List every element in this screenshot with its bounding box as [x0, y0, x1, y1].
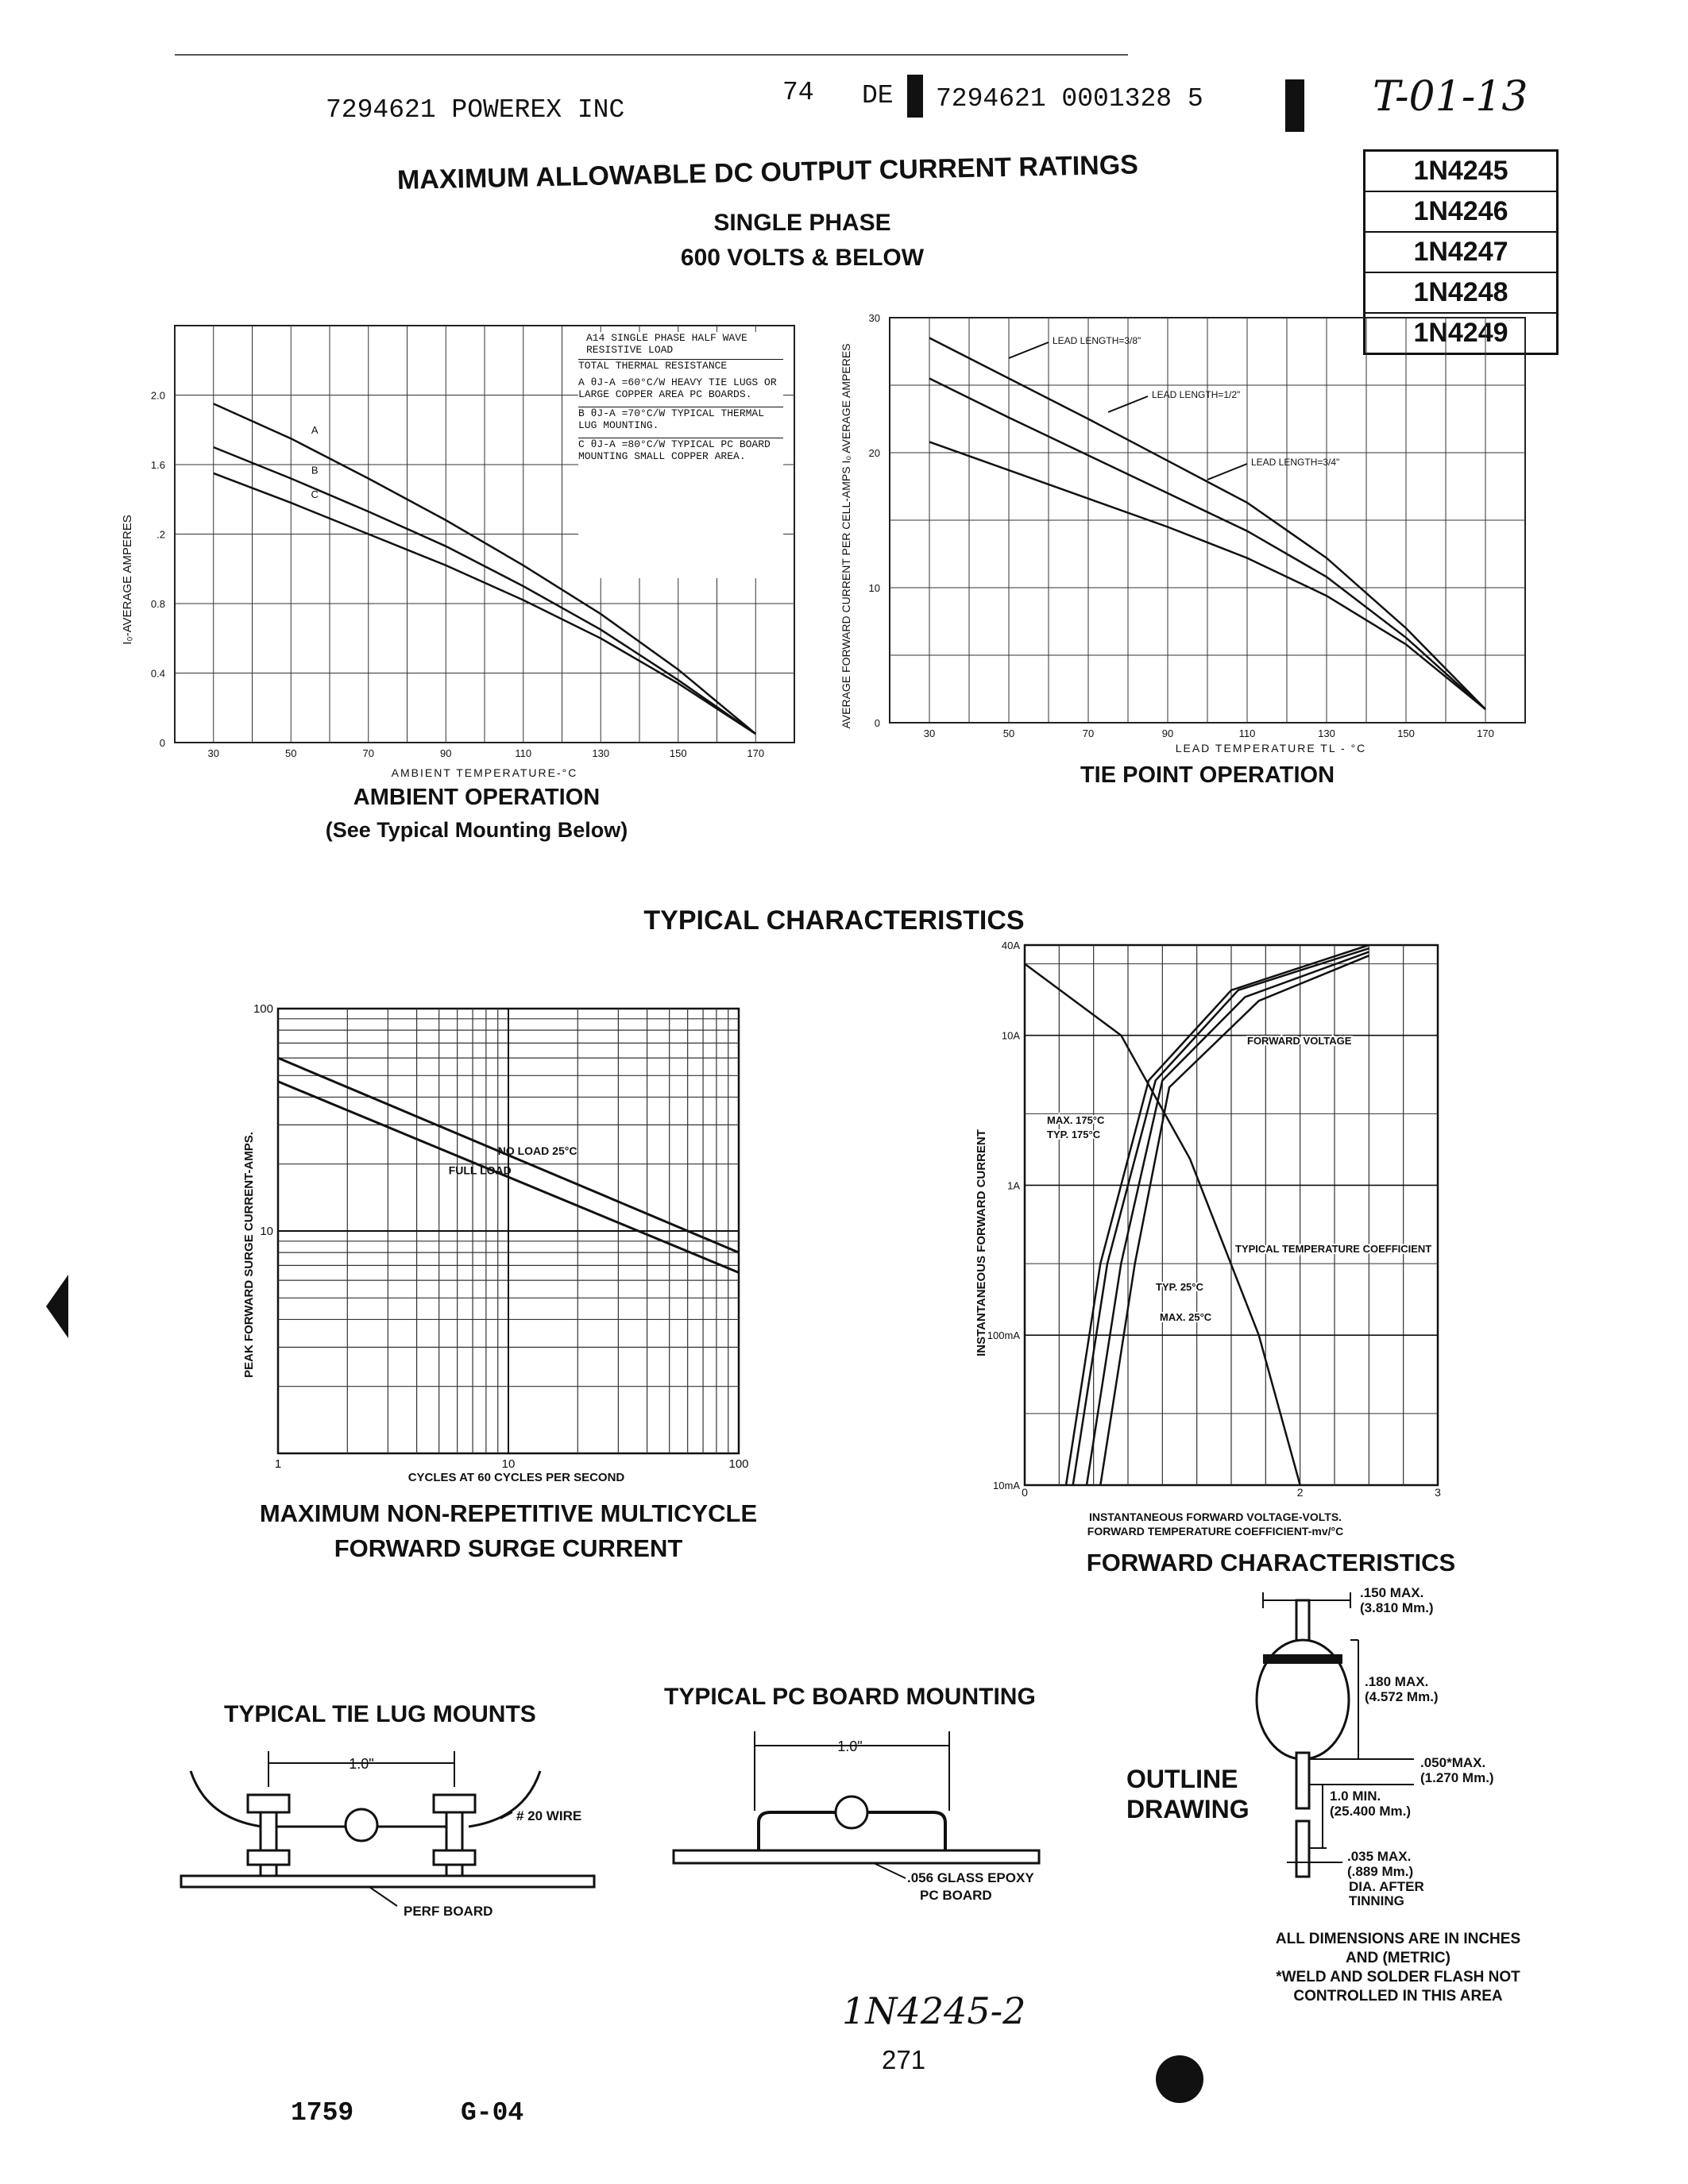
dim2b: (4.572 Mm.)	[1365, 1689, 1439, 1704]
ambient-xtick: 110	[515, 747, 532, 759]
dim4b: (25.400 Mm.)	[1330, 1804, 1412, 1819]
tie-lug-title: TYPICAL TIE LUG MOUNTS	[224, 1701, 536, 1727]
glass-epoxy-label: .056 GLASS EPOXY	[907, 1870, 1034, 1885]
ambient-ytick: 0	[159, 737, 165, 749]
tiepoint-ticks	[869, 312, 1494, 739]
surge-ytick: 100	[253, 1002, 273, 1016]
dim5b: (.889 Mm.)	[1347, 1864, 1414, 1879]
dim2a: .180 MAX.	[1365, 1674, 1429, 1689]
punch-hole	[1156, 2055, 1203, 2103]
ambient-ylabel: I₀-AVERAGE AMPERES	[121, 515, 134, 645]
pc-board-label: PC BOARD	[920, 1888, 992, 1903]
outline-title-2: DRAWING	[1126, 1795, 1250, 1823]
tiepoint-xtick: 70	[1082, 727, 1095, 739]
part-number: 1N4248	[1365, 273, 1556, 314]
forward-curve	[1073, 948, 1369, 1485]
subtitle-single-phase: SINGLE PHASE	[713, 210, 891, 236]
wire-label: # 20 WIRE	[516, 1808, 582, 1823]
tiepoint-curve-label: LEAD LENGTH=1/2"	[1152, 389, 1241, 400]
ambient-curve-label: B	[311, 464, 319, 477]
ambient-ytick: .2	[156, 528, 165, 541]
dim3b: (1.270 Mm.)	[1420, 1770, 1494, 1785]
ambient-curve-label: C	[311, 488, 319, 501]
tiepoint-ytick: 20	[868, 447, 880, 459]
forward-label-max175: MAX. 175°C	[1047, 1114, 1105, 1126]
typical-characteristics-title: TYPICAL CHARACTERISTICS	[643, 905, 1025, 936]
tiepoint-ytick: 0	[874, 717, 880, 729]
dim4a: 1.0 MIN.	[1330, 1788, 1381, 1804]
surge-curve-label: NO LOAD 25°C	[497, 1144, 577, 1158]
tie-lug-left	[248, 1795, 289, 1876]
forward-xtick: 2	[1296, 1486, 1304, 1499]
forward-xtick: 0	[1022, 1486, 1028, 1499]
ambient-ytick: 0.4	[150, 667, 165, 680]
note-2: AND (METRIC)	[1346, 1950, 1450, 1966]
surge-curve-label: FULL LOAD	[448, 1163, 512, 1177]
surge-grid	[278, 1009, 739, 1453]
surge-chart	[230, 993, 786, 1485]
surge-xlabel: CYCLES AT 60 CYCLES PER SECOND	[408, 1471, 625, 1484]
part-number: 1N4247	[1365, 233, 1556, 273]
pc-board-spacing: 1.0"	[837, 1738, 863, 1754]
dim5d: TINNING	[1349, 1893, 1404, 1908]
dim3a: .050*MAX.	[1420, 1755, 1486, 1770]
forward-ytick: 40A	[1001, 941, 1020, 951]
outline-drawing	[1239, 1576, 1573, 1926]
ambient-legend-a: A θJ-A =60°C/W HEAVY TIE LUGS OR LARGE COPPER AREA PC BOARDS.	[578, 376, 777, 400]
ambient-legend-b: B θJ-A =70°C/W TYPICAL THERMAL LUG MOUNTING.	[578, 407, 783, 431]
ambient-ytick: 0.8	[150, 598, 165, 610]
forward-chart	[961, 941, 1470, 1545]
tiepoint-xlabel: LEAD TEMPERATURE TL - °C	[1175, 742, 1367, 754]
forward-label-forward-voltage: FORWARD VOLTAGE	[1247, 1035, 1352, 1047]
forward-curves	[1025, 945, 1431, 1485]
dim5a: .035 MAX.	[1347, 1849, 1412, 1864]
main-title: MAXIMUM ALLOWABLE DC OUTPUT CURRENT RATINGS	[396, 149, 1139, 195]
pc-board	[674, 1850, 1039, 1863]
tiepoint-chart	[826, 306, 1541, 766]
forward-caption: FORWARD CHARACTERISTICS	[1086, 1549, 1456, 1576]
diode-body	[836, 1796, 867, 1828]
dim5c: DIA. AFTER	[1349, 1879, 1424, 1894]
ambient-xtick: 50	[285, 747, 297, 759]
forward-ytick: 10mA	[993, 1480, 1020, 1491]
pc-board-diagram	[667, 1723, 1080, 1914]
forward-label-typ175: TYP. 175°C	[1047, 1129, 1101, 1140]
tiepoint-curve-label: LEAD LENGTH=3/8"	[1053, 335, 1141, 346]
part-number: 1N4246	[1365, 192, 1556, 233]
note-4: CONTROLLED IN THIS AREA	[1293, 1988, 1503, 2005]
tiepoint-ylabel: AVERAGE FORWARD CURRENT PER CELL-AMPS I₀ AVERAGE AMPERES	[840, 343, 852, 729]
perf-board	[181, 1876, 594, 1887]
tiepoint-xtick: 110	[1238, 727, 1256, 739]
surge-ticks	[253, 1002, 749, 1471]
surge-xtick: 100	[728, 1457, 749, 1471]
bottom-lead-upper	[1296, 1753, 1309, 1808]
forward-label-temp-coeff: TYPICAL TEMPERATURE COEFFICIENT	[1235, 1243, 1432, 1255]
page-number: 271	[882, 2045, 926, 2074]
pc-board-title: TYPICAL PC BOARD MOUNTING	[664, 1684, 1036, 1710]
forward-ylabel: INSTANTANEOUS FORWARD CURRENT	[975, 1129, 988, 1356]
scan-edge-mark	[46, 1275, 68, 1338]
ambient-xtick: 90	[440, 747, 452, 759]
subtitle-volts: 600 VOLTS & BELOW	[680, 245, 925, 271]
dim1a: .150 MAX.	[1360, 1585, 1424, 1600]
ambient-subcaption: (See Typical Mounting Below)	[325, 818, 628, 842]
forward-label-typ25: TYP. 25°C	[1156, 1281, 1203, 1293]
surge-ylabel: PEAK FORWARD SURGE CURRENT-AMPS.	[242, 1132, 256, 1378]
ambient-legend-subtitle: TOTAL THERMAL RESISTANCE	[578, 359, 783, 372]
ambient-xtick: 70	[362, 747, 374, 759]
tiepoint-curve-label: LEAD LENGTH=3/4"	[1251, 457, 1340, 468]
tiepoint-ytick: 30	[868, 312, 880, 324]
handwritten-mark: T-01-13	[1373, 73, 1528, 121]
dim1b: (3.810 Mm.)	[1360, 1600, 1434, 1615]
forward-xlabel-2: FORWARD TEMPERATURE COEFFICIENT-mv/°C	[1087, 1525, 1344, 1538]
forward-ytick: 10A	[1001, 1029, 1020, 1042]
ambient-ytick: 1.6	[150, 459, 165, 471]
perf-board-label: PERF BOARD	[404, 1904, 493, 1919]
tiepoint-xtick: 170	[1477, 727, 1494, 739]
surge-ytick: 10	[260, 1225, 273, 1238]
bottom-lead-lower	[1296, 1821, 1309, 1877]
epoxy-leader	[874, 1863, 906, 1878]
tie-lug-diagram	[175, 1739, 635, 1930]
part-number: 1N4249	[1413, 318, 1508, 348]
ambient-legend	[578, 332, 783, 578]
tiepoint-grid	[890, 318, 1525, 723]
handwritten-part: 1N4245-2	[842, 1989, 1026, 2032]
footer-code-right: G-04	[461, 2098, 524, 2128]
ambient-curve-label: A	[311, 424, 319, 437]
surge-caption-1: MAXIMUM NON-REPETITIVE MULTICYCLE	[259, 1499, 758, 1527]
header-black-tab	[1285, 79, 1304, 132]
ambient-xtick: 130	[592, 747, 610, 759]
tiepoint-xtick: 50	[1002, 727, 1015, 739]
diode-body	[346, 1809, 377, 1841]
ambient-xtick: 150	[669, 747, 687, 759]
ambient-ytick: 2.0	[150, 389, 165, 402]
ambient-caption: AMBIENT OPERATION	[353, 785, 601, 810]
tiepoint-leader	[1207, 464, 1247, 480]
header-code-74: 74	[782, 78, 814, 107]
outline-title-1: OUTLINE	[1126, 1765, 1238, 1793]
header-code-de: DE	[862, 81, 894, 110]
ambient-xtick: 30	[207, 747, 219, 759]
cathode-band	[1263, 1654, 1342, 1664]
note-1: ALL DIMENSIONS ARE IN INCHES	[1275, 1931, 1521, 1947]
tiepoint-xtick: 130	[1318, 727, 1335, 739]
ambient-legend-title: A14 SINGLE PHASE HALF WAVE RESISTIVE LOAD	[586, 332, 747, 356]
header-company: 7294621 POWEREX INC	[326, 95, 625, 125]
note-3: *WELD AND SOLDER FLASH NOT	[1276, 1969, 1520, 1985]
ambient-legend-c: C θJ-A =80°C/W TYPICAL PC BOARD MOUNTING SMALL COPPER AREA.	[578, 438, 783, 462]
tiepoint-xtick: 90	[1161, 727, 1174, 739]
tiepoint-leader	[1009, 342, 1049, 358]
part-number: 1N4245	[1365, 152, 1556, 192]
perf-leader	[369, 1887, 397, 1906]
header-black-bar	[907, 75, 923, 118]
forward-label-max25: MAX. 25°C	[1160, 1311, 1212, 1323]
surge-xtick: 10	[501, 1457, 516, 1471]
forward-ytick: 1A	[1007, 1179, 1020, 1192]
tiepoint-xtick: 150	[1397, 727, 1415, 739]
footer-code-left: 1759	[291, 2098, 354, 2128]
tie-lug-spacing: 1.0"	[349, 1756, 374, 1772]
tiepoint-ytick: 10	[868, 582, 880, 594]
tiepoint-caption: TIE POINT OPERATION	[1080, 762, 1335, 788]
ambient-xlabel: AMBIENT TEMPERATURE-°C	[391, 766, 578, 779]
ambient-xtick: 170	[747, 747, 765, 759]
header-doc-number: 7294621 0001328 5	[936, 84, 1203, 114]
tie-lug-right	[434, 1795, 475, 1876]
scan-top-line	[175, 54, 1128, 56]
outline-notes	[1247, 1930, 1549, 2006]
surge-xtick: 1	[274, 1457, 282, 1471]
surge-caption-2: FORWARD SURGE CURRENT	[334, 1534, 683, 1562]
tiepoint-xtick: 30	[923, 727, 936, 739]
forward-xtick: 3	[1435, 1486, 1441, 1499]
forward-xlabel-1: INSTANTANEOUS FORWARD VOLTAGE-VOLTS.	[1088, 1511, 1342, 1523]
forward-ytick: 100mA	[987, 1329, 1020, 1342]
